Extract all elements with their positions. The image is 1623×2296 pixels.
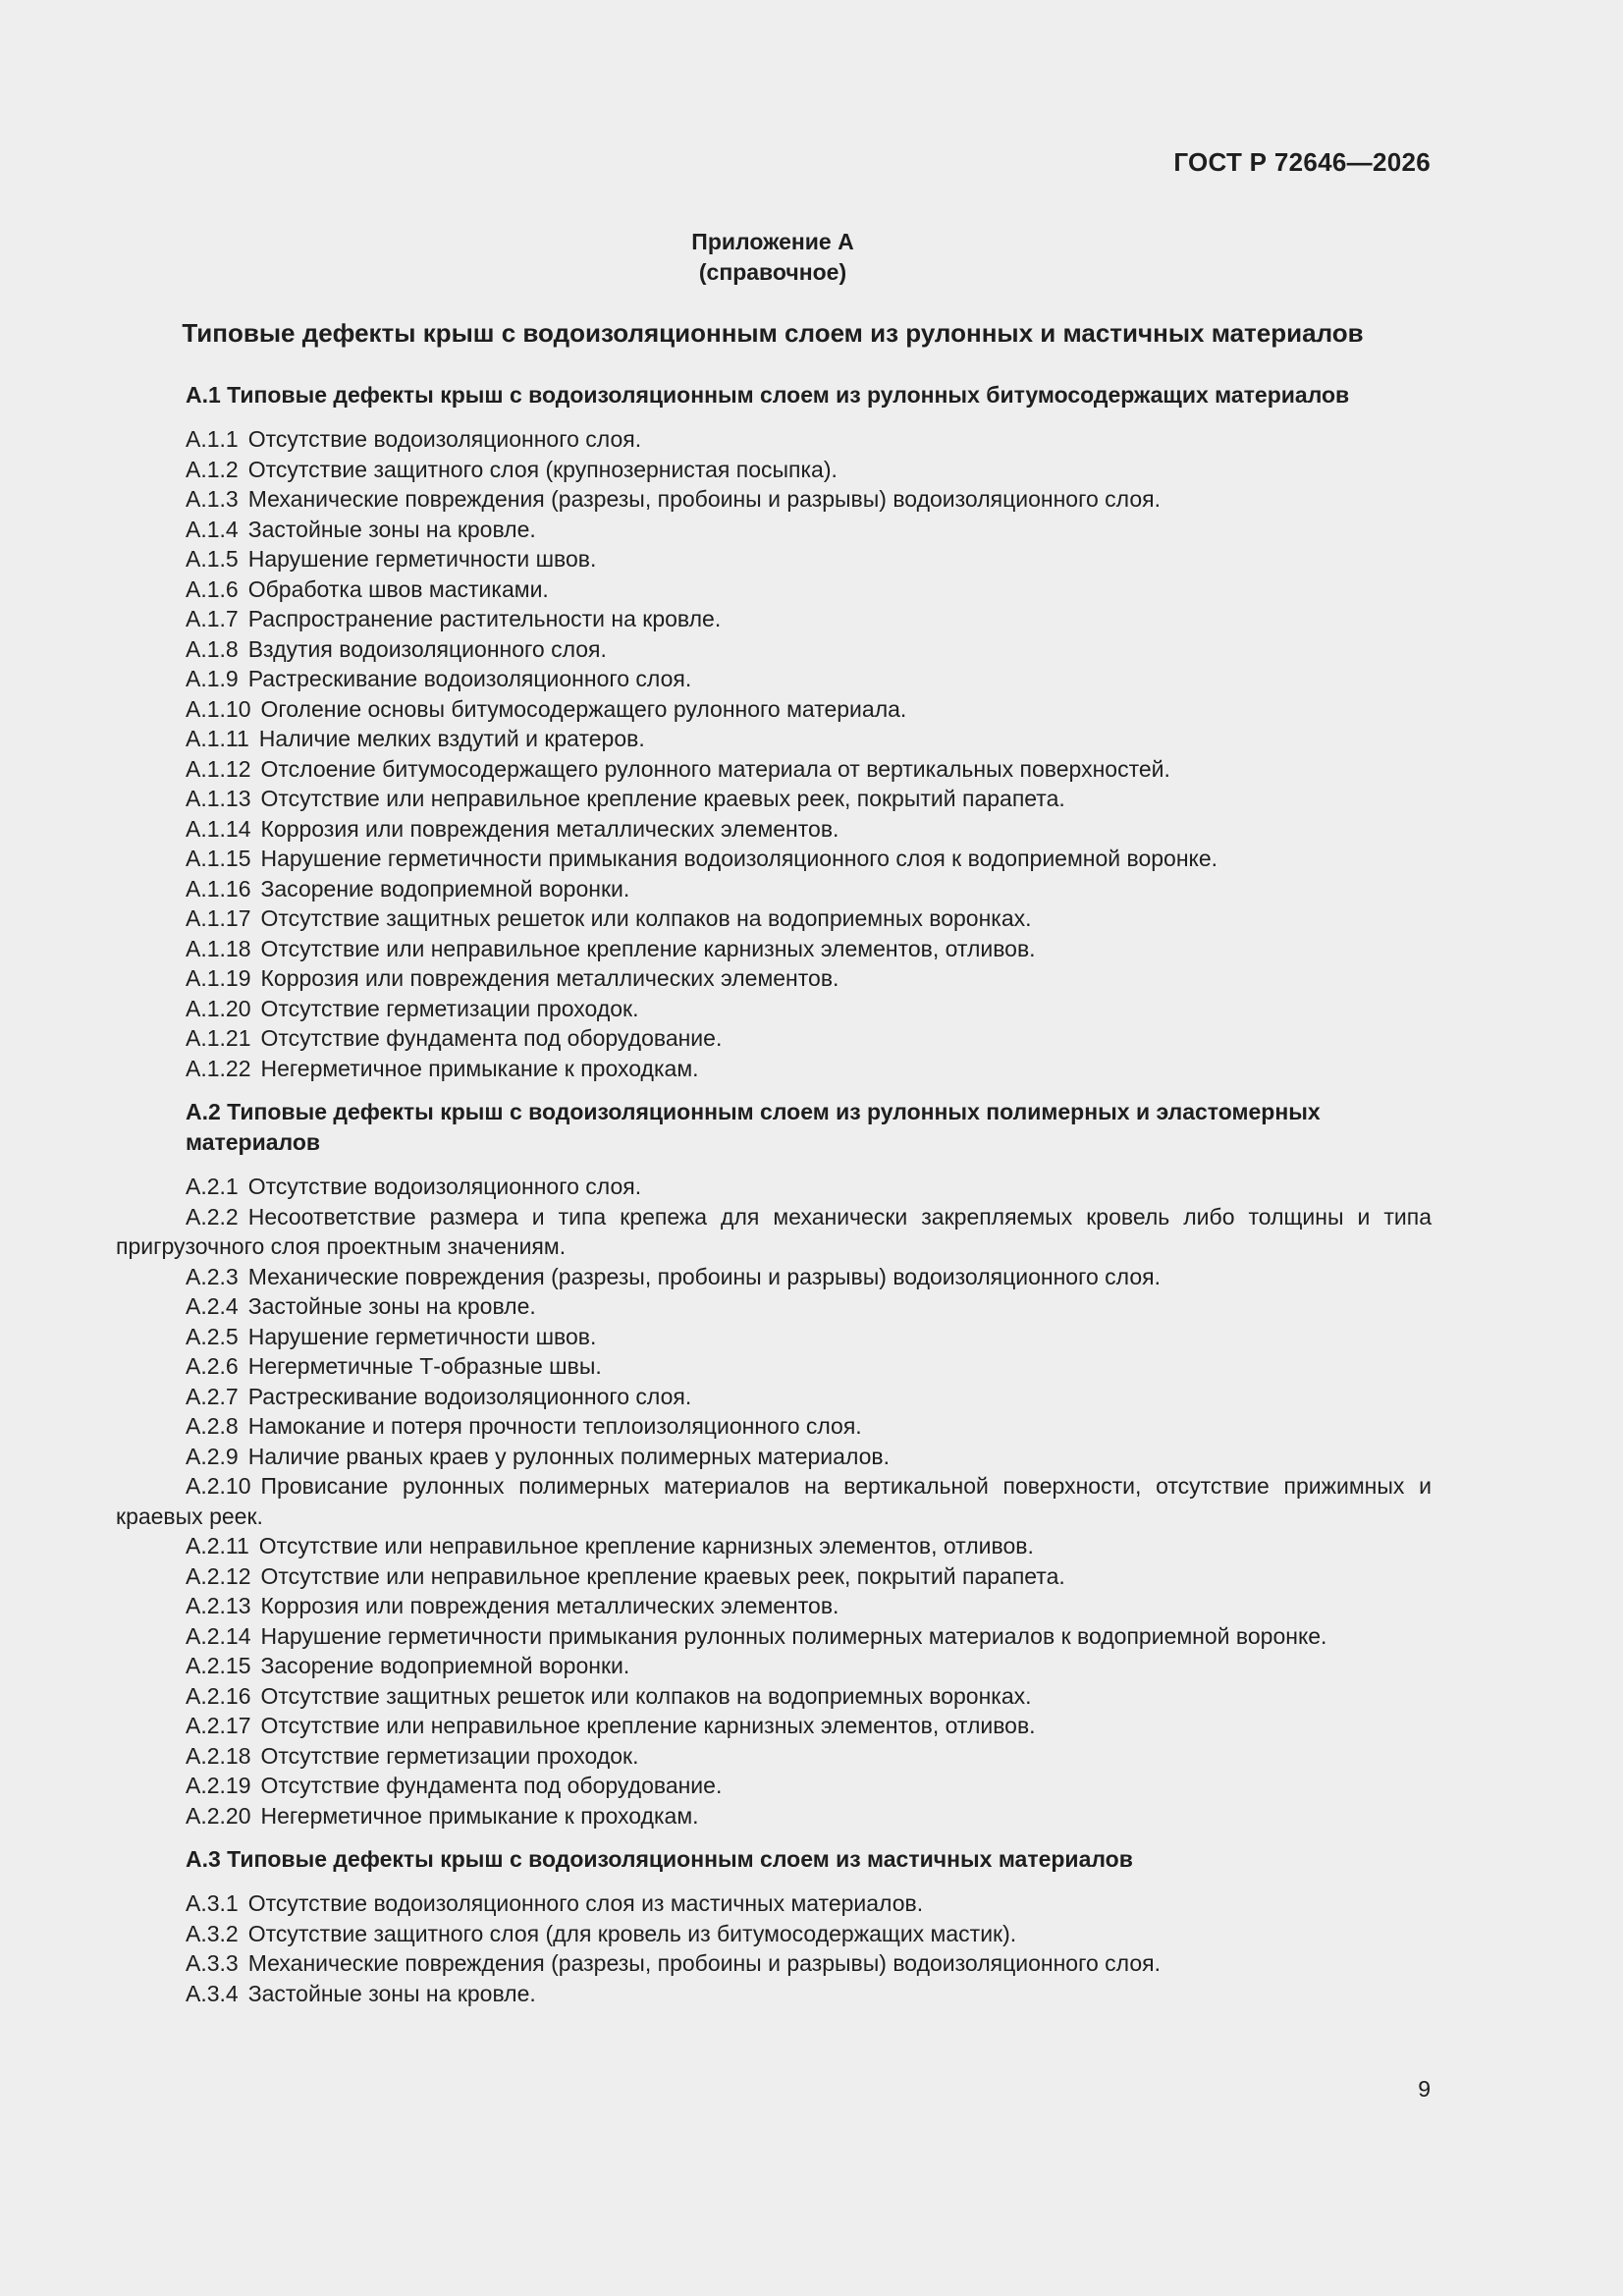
page-number: 9 — [1418, 2076, 1431, 2102]
item-text: Отсутствие водоизоляционного слоя. — [247, 426, 642, 452]
item-number: А.1.4 — [186, 516, 239, 542]
item-number: А.1.9 — [186, 666, 239, 691]
item-text: Обработка швов мастиками. — [247, 575, 549, 602]
item-number: А.2.15 — [186, 1653, 251, 1678]
item-number: А.2.7 — [186, 1383, 239, 1409]
list-item — [116, 574, 1432, 605]
item-number: А.3.2 — [186, 1920, 239, 1946]
item-number: А.1.20 — [186, 995, 251, 1021]
list-item — [116, 994, 1432, 1024]
item-text: Механические повреждения (разрезы, пробоины и разрывы) водоизоляционного слоя. — [247, 486, 1161, 512]
list-item — [116, 1023, 1432, 1054]
list-item — [116, 455, 1432, 485]
item-number: А.2.20 — [186, 1802, 251, 1829]
item-number: А.1.2 — [186, 456, 239, 482]
item-number: А.1.10 — [186, 695, 251, 722]
item-text: Коррозия или повреждения металлических элементов. — [260, 815, 839, 842]
annex-type: (справочное) — [698, 259, 847, 285]
item-text: Механические повреждения (разрезы, пробоины и разрывы) водоизоляционного слоя. — [247, 1263, 1161, 1289]
item-text: Отсутствие защитных решеток или колпаков на водоприемных воронках. — [260, 905, 1032, 931]
list-item — [116, 1322, 1432, 1352]
item-number: А.2.5 — [186, 1323, 239, 1349]
item-text: Негерметичное примыкание к проходкам. — [260, 1055, 699, 1081]
item-text: Нарушение герметичности примыкания водоизоляционного слоя к водоприемной воронке. — [260, 846, 1218, 871]
list-item — [116, 664, 1432, 694]
item-number: А.2.4 — [186, 1293, 239, 1319]
item-number: А.2.14 — [186, 1622, 251, 1649]
sections-container — [116, 380, 1432, 2022]
section-heading: А.2 Типовые дефекты крыш с водоизоляционным слоем из рулонных полимерных и эластомерных материалов — [186, 1099, 1321, 1155]
item-text: Растрескивание водоизоляционного слоя. — [247, 666, 692, 691]
list-item — [116, 1771, 1432, 1801]
item-number: А.2.6 — [186, 1353, 239, 1379]
item-number: А.2.1 — [186, 1174, 239, 1199]
defect-list — [116, 424, 1432, 1083]
item-text: Отсутствие защитного слоя (крупнозернистая посыпка). — [247, 456, 838, 482]
list-item — [116, 1262, 1432, 1292]
item-text: Оголение основы битумосодержащего рулонного материала. — [260, 695, 907, 722]
list-item — [116, 1351, 1432, 1382]
list-item — [116, 1741, 1432, 1772]
item-text: Отсутствие защитных решеток или колпаков на водоприемных воронках. — [260, 1682, 1032, 1709]
list-item — [116, 1291, 1432, 1322]
item-text: Засорение водоприемной воронки. — [260, 875, 630, 902]
list-item — [116, 1979, 1432, 2009]
list-item — [116, 694, 1432, 725]
list-item — [116, 754, 1432, 785]
defect-list — [116, 1172, 1432, 1831]
item-text: Несоответствие размера и типа крепежа для механически закрепляемых кровель либо толщины и типа пригрузочного слоя проектным значениям. — [116, 1203, 1432, 1259]
item-number: А.2.3 — [186, 1263, 239, 1289]
item-text: Отслоение битумосодержащего рулонного материала от вертикальных поверхностей. — [260, 755, 1170, 782]
item-number: А.1.21 — [186, 1025, 251, 1051]
list-item — [116, 544, 1432, 574]
list-item — [116, 963, 1432, 994]
item-text: Отсутствие герметизации проходок. — [260, 995, 639, 1021]
list-item — [116, 903, 1432, 934]
list-item — [116, 1531, 1432, 1561]
list-item — [116, 1411, 1432, 1442]
item-text: Отсутствие или неправильное крепление краевых реек, покрытий парапета. — [260, 1562, 1065, 1589]
list-item — [116, 634, 1432, 665]
item-text: Отсутствие водоизоляционного слоя из мастичных материалов. — [247, 1890, 924, 1916]
item-number: А.1.18 — [186, 935, 251, 961]
item-number: А.1.6 — [186, 575, 239, 602]
item-number: А.1.14 — [186, 815, 251, 842]
item-text: Отсутствие фундамента под оборудование. — [260, 1773, 723, 1798]
defect-list — [116, 1888, 1432, 2008]
section-heading: А.1 Типовые дефекты крыш с водоизоляционным слоем из рулонных битумосодержащих материалов — [186, 382, 1350, 408]
section-heading: А.3 Типовые дефекты крыш с водоизоляционным слоем из мастичных материалов — [186, 1846, 1133, 1872]
item-text: Отсутствие или неправильное крепление карнизных элементов, отливов. — [260, 1713, 1036, 1738]
list-item — [116, 1681, 1432, 1712]
list-item — [116, 424, 1432, 455]
list-item — [116, 515, 1432, 545]
item-number: А.1.8 — [186, 635, 239, 662]
list-item — [116, 1888, 1432, 1919]
item-number: А.1.7 — [186, 606, 239, 631]
item-text: Отсутствие защитного слоя (для кровель из битумосодержащих мастик). — [247, 1920, 1017, 1946]
item-text: Отсутствие герметизации проходок. — [260, 1742, 639, 1769]
list-item — [116, 1382, 1432, 1412]
list-item — [116, 484, 1432, 515]
list-item — [116, 1621, 1432, 1652]
list-item — [116, 604, 1432, 634]
list-item — [116, 844, 1432, 874]
item-text: Нарушение герметичности швов. — [247, 546, 597, 572]
item-number: А.1.15 — [186, 846, 251, 871]
item-text: Застойные зоны на кровле. — [247, 1293, 536, 1319]
item-text: Отсутствие или неправильное крепление карнизных элементов, отливов. — [260, 935, 1036, 961]
list-item — [116, 724, 1432, 754]
document-title: Типовые дефекты крыш с водоизоляционным слоем из рулонных и мастичных материалов — [182, 318, 1364, 348]
list-item — [116, 934, 1432, 964]
item-number: А.1.3 — [186, 486, 239, 512]
list-item — [116, 1711, 1432, 1741]
list-item — [116, 1591, 1432, 1621]
list-item — [116, 1651, 1432, 1681]
item-number: А.2.19 — [186, 1773, 251, 1798]
item-number: А.1.19 — [186, 965, 251, 991]
item-text: Распространение растительности на кровле. — [247, 606, 722, 631]
annex-heading — [0, 227, 1545, 288]
item-number: А.1.16 — [186, 875, 251, 902]
item-text: Отсутствие или неправильное крепление краевых реек, покрытий парапета. — [260, 786, 1065, 811]
item-number: А.1.1 — [186, 426, 239, 452]
item-number: А.1.11 — [186, 726, 249, 751]
standard-number: ГОСТ Р 72646—2026 — [1173, 147, 1431, 177]
item-number: А.1.22 — [186, 1055, 251, 1081]
list-item — [116, 1919, 1432, 1949]
item-number: А.2.10 — [186, 1473, 251, 1499]
item-number: А.1.13 — [186, 786, 251, 811]
item-number: А.2.16 — [186, 1682, 251, 1709]
item-text: Отсутствие фундамента под оборудование. — [260, 1025, 723, 1051]
list-item — [116, 1202, 1432, 1262]
item-text: Наличие рваных краев у рулонных полимерных материалов. — [247, 1443, 891, 1469]
item-number: А.2.8 — [186, 1413, 239, 1439]
item-text: Намокание и потеря прочности теплоизоляционного слоя. — [247, 1413, 862, 1439]
item-number: А.2.18 — [186, 1742, 251, 1769]
item-number: А.2.9 — [186, 1443, 239, 1469]
item-text: Отсутствие водоизоляционного слоя. — [247, 1174, 642, 1199]
annex-label: Приложение А — [691, 229, 854, 254]
item-text: Вздутия водоизоляционного слоя. — [247, 635, 607, 662]
list-item — [116, 1054, 1432, 1084]
item-text: Нарушение герметичности примыкания рулонных полимерных материалов к водоприемной воронке. — [260, 1622, 1327, 1649]
item-number: А.1.5 — [186, 546, 239, 572]
item-number: А.3.1 — [186, 1890, 239, 1916]
item-number: А.2.11 — [186, 1533, 249, 1558]
item-text: Нарушение герметичности швов. — [247, 1323, 597, 1349]
item-text: Застойные зоны на кровле. — [247, 516, 536, 542]
item-text: Застойные зоны на кровле. — [247, 1980, 536, 2006]
list-item — [116, 1471, 1432, 1531]
item-text: Коррозия или повреждения металлических элементов. — [260, 965, 839, 991]
list-item — [116, 784, 1432, 814]
item-text: Растрескивание водоизоляционного слоя. — [247, 1383, 692, 1409]
item-text: Негерметичные Т-образные швы. — [247, 1353, 602, 1379]
item-number: А.1.12 — [186, 755, 251, 782]
item-text: Провисание рулонных полимерных материалов на вертикальной поверхности, отсутствие прижимных и краевых реек. — [116, 1473, 1432, 1529]
list-item — [116, 1948, 1432, 1979]
item-number: А.3.4 — [186, 1980, 239, 2006]
item-number: А.2.2 — [186, 1203, 239, 1230]
item-number: А.2.17 — [186, 1713, 251, 1738]
list-item — [116, 1561, 1432, 1592]
item-number: А.2.12 — [186, 1562, 251, 1589]
list-item — [116, 1172, 1432, 1202]
item-text: Отсутствие или неправильное крепление карнизных элементов, отливов. — [258, 1533, 1034, 1558]
item-text: Наличие мелких вздутий и кратеров. — [258, 726, 645, 751]
item-text: Негерметичное примыкание к проходкам. — [260, 1802, 699, 1829]
list-item — [116, 1801, 1432, 1831]
item-text: Механические повреждения (разрезы, пробоины и разрывы) водоизоляционного слоя. — [247, 1950, 1161, 1976]
item-number: А.3.3 — [186, 1950, 239, 1976]
item-text: Засорение водоприемной воронки. — [260, 1653, 630, 1678]
item-text: Коррозия или повреждения металлических элементов. — [260, 1593, 839, 1618]
list-item — [116, 814, 1432, 845]
item-number: А.2.13 — [186, 1593, 251, 1618]
list-item — [116, 874, 1432, 904]
list-item — [116, 1442, 1432, 1472]
item-number: А.1.17 — [186, 905, 251, 931]
